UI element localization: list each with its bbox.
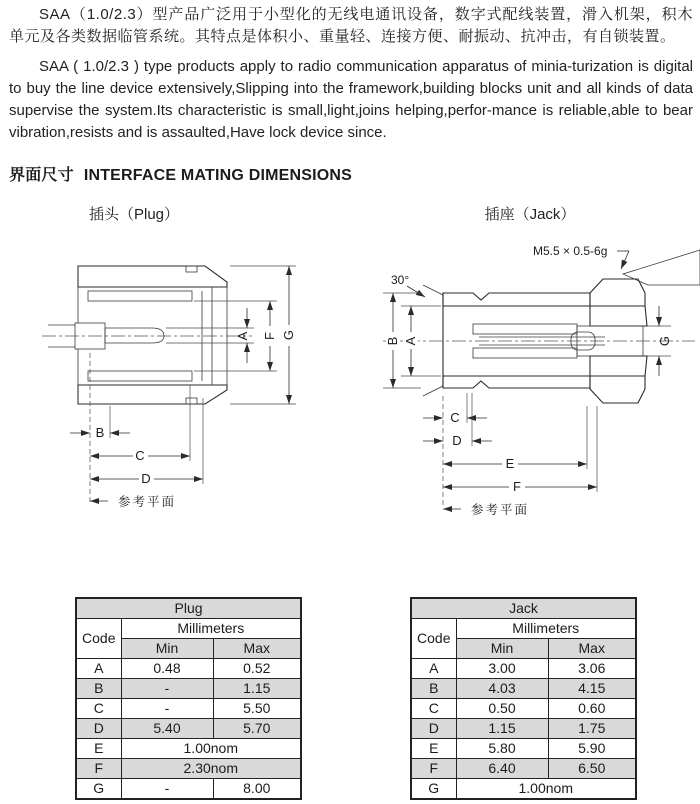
- column-header-min: Min: [456, 639, 548, 659]
- jack-dim-label-f: F: [513, 479, 521, 494]
- figure-title-jack: 插座（Jack）: [484, 206, 576, 223]
- cell-min: -: [121, 699, 213, 719]
- cell-min: 5.80: [456, 739, 548, 759]
- jack-body: [383, 250, 700, 403]
- jack-dim-label-g: G: [657, 335, 672, 347]
- jack-dim-E: [443, 406, 587, 471]
- cell-max: 0.52: [213, 659, 301, 679]
- section-title: [9, 162, 352, 185]
- cell-min: 6.40: [456, 759, 548, 779]
- jack-thread-section: [590, 279, 645, 306]
- table-row: [76, 659, 301, 679]
- jack-thread-callout: [533, 244, 629, 269]
- cell-min: -: [121, 679, 213, 699]
- cell-min: 5.40: [121, 719, 213, 739]
- figure-title-plug: 插头（Plug）: [88, 206, 180, 223]
- jack-angle-label: 30°: [391, 273, 410, 287]
- cell-max: 1.15: [213, 679, 301, 699]
- cell-max: 4.15: [548, 679, 636, 699]
- cell-min: 0.48: [121, 659, 213, 679]
- jack-dim-label-c: C: [450, 410, 460, 425]
- cell-max: 6.50: [548, 759, 636, 779]
- jack-dim-C: [423, 393, 487, 506]
- table-row: [411, 679, 636, 699]
- plug-dim-label-b: B: [95, 425, 105, 440]
- cell-max: 3.06: [548, 659, 636, 679]
- jack-dim-G: [647, 306, 672, 376]
- jack-dim-label-d: D: [452, 433, 462, 448]
- table-row: [76, 679, 301, 699]
- jack-dim-F: [443, 406, 597, 494]
- plug-table: [75, 597, 300, 800]
- table-row: [411, 779, 636, 800]
- cell-code: E: [411, 739, 456, 759]
- jack-socket-contact: [473, 324, 577, 334]
- plug-dim-D: [90, 398, 203, 486]
- table-row: [76, 759, 301, 779]
- section-title-en: INTERFACE MATING DIMENSIONS: [83, 167, 353, 184]
- cell-min: -: [121, 779, 213, 800]
- plug-dim-A: [166, 308, 254, 363]
- plug-body: [42, 266, 252, 404]
- column-header-max: Max: [548, 639, 636, 659]
- cell-max: 8.00: [213, 779, 301, 800]
- cell-nominal-value: 1.00nom: [456, 779, 636, 800]
- jack-thread-label: M5.5 × 0.5-6g: [533, 244, 608, 258]
- column-header-code: Code: [76, 619, 121, 659]
- plug-diagram: [0, 238, 330, 548]
- plug-center-pin: [105, 328, 164, 343]
- jack-dim-label-b: B: [385, 336, 400, 346]
- jack-dim-label-a: A: [403, 336, 418, 346]
- cell-code: A: [411, 659, 456, 679]
- cell-max: 1.75: [548, 719, 636, 739]
- plug-dim-label-d: D: [141, 471, 151, 486]
- cell-code: G: [411, 779, 456, 800]
- table-row: [411, 719, 636, 739]
- table-title: Jack: [411, 598, 636, 619]
- intro-paragraph-en: SAA ( 1.0/2.3 ) type products apply to radio communication apparatus of minia-turization is digital to buy the line device extensively,Slipping into the framework,building blocks unit and all kinds of data supervise the system.Its characteristic is small,light,joins helping,perfor-mance is reliable,able to bear vibration,resists and is assaulted,Have lock device since.: [9, 58, 693, 141]
- jack-reference-plane-label: 参考平面: [471, 503, 530, 517]
- intro-paragraph-zh: SAA（1.0/2.3）型产品广泛用于小型化的无线电通讯设备，数字式配线装置，滑入机架，积木单元及各类数据临管系统。其特点是体积小、重量轻、连接方便、耐振动、抗冲击，有自锁装置。: [9, 6, 693, 45]
- column-header-unit: Millimeters: [121, 619, 301, 639]
- cell-nominal-value: 1.00nom: [121, 739, 301, 759]
- jack-dim-label-e: E: [505, 456, 515, 471]
- cell-code: B: [411, 679, 456, 699]
- plug-dim-label-a: A: [235, 331, 250, 341]
- table-title: Plug: [76, 598, 301, 619]
- jack-reference-plane: [443, 502, 529, 517]
- column-header-min: Min: [121, 639, 213, 659]
- plug-reference-plane: [90, 494, 176, 509]
- cell-code: E: [76, 739, 121, 759]
- cell-code: G: [76, 779, 121, 800]
- jack-table: [410, 597, 635, 800]
- cell-min: 0.50: [456, 699, 548, 719]
- cell-max: 0.60: [548, 699, 636, 719]
- cell-max: 5.50: [213, 699, 301, 719]
- plug-dim-label-g: G: [281, 329, 296, 341]
- plug-dim-label-f: F: [262, 332, 277, 340]
- table-row: [411, 759, 636, 779]
- jack-angle-callout: [391, 273, 425, 297]
- cell-code: F: [411, 759, 456, 779]
- plug-reference-plane-label: 参考平面: [118, 495, 177, 509]
- cell-nominal-value: 2.30nom: [121, 759, 301, 779]
- cell-code: F: [76, 759, 121, 779]
- jack-diagram: [355, 238, 700, 548]
- cell-code: A: [76, 659, 121, 679]
- table-row: [76, 719, 301, 739]
- cell-code: B: [76, 679, 121, 699]
- cell-max: 5.90: [548, 739, 636, 759]
- table-row: [411, 699, 636, 719]
- plug-dim-label-c: C: [135, 448, 145, 463]
- column-header-unit: Millimeters: [456, 619, 636, 639]
- column-header-code: Code: [411, 619, 456, 659]
- cell-code: D: [411, 719, 456, 739]
- section-title-zh: 界面尺寸: [9, 167, 74, 184]
- table-row: [76, 739, 301, 759]
- cell-min: 4.03: [456, 679, 548, 699]
- table-row: [411, 659, 636, 679]
- table-row: [76, 779, 301, 800]
- cell-code: C: [411, 699, 456, 719]
- plug-dim-C: [90, 385, 190, 463]
- table-row: [76, 699, 301, 719]
- cell-code: C: [76, 699, 121, 719]
- table-row: [411, 739, 636, 759]
- cell-min: 3.00: [456, 659, 548, 679]
- plug-dim-B: [70, 353, 130, 503]
- cell-min: 1.15: [456, 719, 548, 739]
- cell-code: D: [76, 719, 121, 739]
- column-header-max: Max: [213, 639, 301, 659]
- cell-max: 5.70: [213, 719, 301, 739]
